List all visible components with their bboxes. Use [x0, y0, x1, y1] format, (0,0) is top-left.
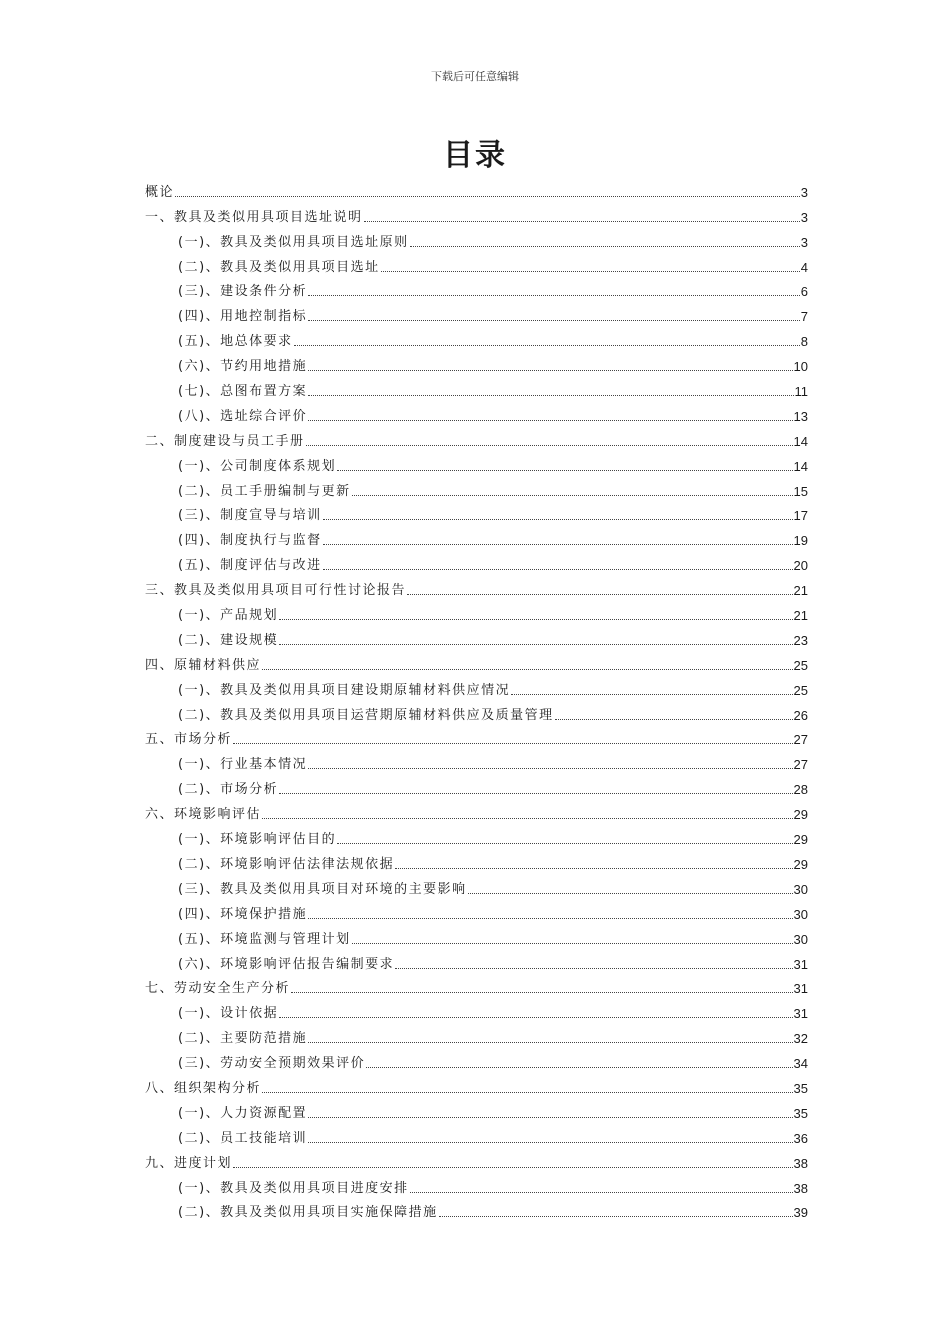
- toc-entry-label: 二、制度建设与员工手册: [145, 433, 305, 449]
- toc-entry[interactable]: [145, 1146, 808, 1171]
- toc-entry-label: (二)、教具及类似用具项目选址: [178, 259, 380, 275]
- toc-entry[interactable]: [145, 1196, 808, 1221]
- toc-entry[interactable]: [145, 548, 808, 573]
- dot-leader: [175, 195, 800, 197]
- dot-leader: [308, 394, 793, 396]
- dot-leader: [555, 718, 793, 720]
- toc-entry-label: (二)、主要防范措施: [178, 1031, 308, 1047]
- dot-leader: [511, 693, 792, 695]
- dot-leader: [366, 1066, 792, 1068]
- toc-entry[interactable]: [145, 175, 808, 200]
- dot-leader: [294, 344, 800, 346]
- dot-leader: [395, 967, 792, 969]
- toc-entry-label: (五)、制度评估与改进: [178, 558, 322, 574]
- toc-entry[interactable]: [145, 299, 808, 324]
- toc-entry-label: (二)、建设规模: [178, 632, 279, 648]
- toc-entry[interactable]: [145, 972, 808, 997]
- dot-leader: [262, 668, 793, 670]
- toc-entry-page-number: 36: [793, 1130, 808, 1146]
- toc-entry-label: (二)、员工技能培训: [178, 1130, 308, 1146]
- toc-entry-page-number: 29: [793, 856, 808, 872]
- toc-entry[interactable]: [145, 1021, 808, 1046]
- toc-entry[interactable]: [145, 225, 808, 250]
- toc-entry-label: 五、市场分析: [145, 732, 233, 748]
- toc-entry[interactable]: [145, 648, 808, 673]
- dot-leader: [323, 568, 793, 570]
- dot-leader: [308, 1041, 792, 1043]
- toc-entry-label: 概论: [145, 184, 175, 200]
- toc-entry-page-number: 13: [793, 408, 808, 424]
- toc-entry[interactable]: [145, 1096, 808, 1121]
- dot-leader: [308, 319, 800, 321]
- dot-leader: [279, 792, 792, 794]
- toc-entry[interactable]: [145, 324, 808, 349]
- toc-entry[interactable]: [145, 1171, 808, 1196]
- toc-entry-page-number: 23: [793, 632, 808, 648]
- toc-entry-page-number: 21: [793, 608, 808, 624]
- toc-entry[interactable]: [145, 374, 808, 399]
- toc-entry-page-number: 10: [793, 359, 808, 375]
- toc-entry[interactable]: [145, 797, 808, 822]
- toc-entry-page-number: 3: [800, 234, 808, 250]
- toc-entry-page-number: 29: [793, 832, 808, 848]
- toc-entry-label: (一)、公司制度体系规划: [178, 458, 337, 474]
- dot-leader: [439, 1215, 793, 1217]
- toc-entry[interactable]: [145, 1046, 808, 1071]
- toc-entry-page-number: 31: [793, 956, 808, 972]
- toc-entry-label: (一)、教具及类似用具项目进度安排: [178, 1180, 409, 1196]
- toc-entry[interactable]: [145, 275, 808, 300]
- toc-entry-page-number: 21: [793, 583, 808, 599]
- toc-entry-page-number: 32: [793, 1031, 808, 1047]
- toc-entry-label: (二)、教具及类似用具项目运营期原辅材料供应及质量管理: [178, 707, 554, 723]
- dot-leader: [308, 917, 792, 919]
- dot-leader: [308, 1116, 792, 1118]
- toc-entry[interactable]: [145, 723, 808, 748]
- toc-entry[interactable]: [145, 947, 808, 972]
- toc-entry-label: (四)、环境保护措施: [178, 906, 308, 922]
- toc-entry[interactable]: [145, 847, 808, 872]
- toc-entry-page-number: 38: [793, 1180, 808, 1196]
- dot-leader: [308, 1141, 792, 1143]
- dot-leader: [352, 494, 793, 496]
- dot-leader: [337, 842, 792, 844]
- toc-entry-page-number: 3: [800, 184, 808, 200]
- toc-entry[interactable]: [145, 822, 808, 847]
- toc-entry[interactable]: [145, 449, 808, 474]
- dot-leader: [279, 1016, 792, 1018]
- dot-leader: [410, 245, 800, 247]
- dot-leader: [308, 419, 792, 421]
- toc-entry-page-number: 15: [793, 483, 808, 499]
- toc-entry-label: (二)、员工手册编制与更新: [178, 483, 351, 499]
- toc-entry-page-number: 4: [800, 259, 808, 275]
- toc-entry-label: (五)、环境监测与管理计划: [178, 931, 351, 947]
- toc-entry-label: (四)、用地控制指标: [178, 309, 308, 325]
- dot-leader: [279, 643, 792, 645]
- toc-entry-page-number: 39: [793, 1205, 808, 1221]
- dot-leader: [291, 991, 793, 993]
- toc-entry[interactable]: [145, 523, 808, 548]
- toc-entry-page-number: 34: [793, 1056, 808, 1072]
- dot-leader: [352, 942, 793, 944]
- toc-entry-page-number: 29: [793, 807, 808, 823]
- dot-leader: [410, 1191, 793, 1193]
- toc-entry[interactable]: [145, 573, 808, 598]
- toc-entry[interactable]: [145, 922, 808, 947]
- toc-entry-page-number: 30: [793, 881, 808, 897]
- toc-entry[interactable]: [145, 424, 808, 449]
- toc-entry-label: (六)、节约用地措施: [178, 359, 308, 375]
- toc-entry-page-number: 31: [793, 1006, 808, 1022]
- toc-entry[interactable]: [145, 1071, 808, 1096]
- toc-entry-page-number: 31: [793, 981, 808, 997]
- dot-leader: [308, 369, 792, 371]
- toc-entry[interactable]: [145, 250, 808, 275]
- toc-entry[interactable]: [145, 996, 808, 1021]
- table-of-contents: [145, 175, 808, 1220]
- toc-entry-label: (三)、建设条件分析: [178, 284, 308, 300]
- toc-entry[interactable]: [145, 747, 808, 772]
- toc-entry[interactable]: [145, 673, 808, 698]
- toc-entry-page-number: 19: [793, 533, 808, 549]
- toc-entry[interactable]: [145, 772, 808, 797]
- dot-leader: [323, 543, 793, 545]
- toc-entry-label: 六、环境影响评估: [145, 807, 262, 823]
- toc-entry-label: (四)、制度执行与监督: [178, 533, 322, 549]
- toc-title: 目录: [443, 138, 507, 173]
- toc-entry-label: (一)、人力资源配置: [178, 1105, 308, 1121]
- toc-entry-page-number: 27: [793, 732, 808, 748]
- toc-entry-label: (三)、教具及类似用具项目对环境的主要影响: [178, 881, 467, 897]
- toc-entry[interactable]: [145, 698, 808, 723]
- toc-entry-label: (一)、产品规划: [178, 608, 279, 624]
- toc-entry-page-number: 28: [793, 782, 808, 798]
- toc-entry-label: (二)、环境影响评估法律法规依据: [178, 856, 395, 872]
- dot-leader: [381, 270, 800, 272]
- dot-leader: [308, 294, 800, 296]
- toc-entry-page-number: 7: [800, 309, 808, 325]
- toc-entry-label: (三)、劳动安全预期效果评价: [178, 1056, 366, 1072]
- header-note: 下载后可任意编辑: [431, 70, 519, 83]
- toc-entry[interactable]: [145, 598, 808, 623]
- toc-entry-page-number: 26: [793, 707, 808, 723]
- dot-leader: [407, 593, 793, 595]
- toc-entry-page-number: 35: [793, 1080, 808, 1096]
- toc-entry-label: 八、组织架构分析: [145, 1080, 262, 1096]
- dot-leader: [262, 1091, 793, 1093]
- toc-entry-label: (三)、制度宣导与培训: [178, 508, 322, 524]
- toc-entry[interactable]: [145, 1121, 808, 1146]
- toc-entry-page-number: 30: [793, 931, 808, 947]
- toc-entry-page-number: 25: [793, 657, 808, 673]
- dot-leader: [337, 469, 792, 471]
- toc-entry-label: (六)、环境影响评估报告编制要求: [178, 956, 395, 972]
- toc-entry[interactable]: [145, 623, 808, 648]
- toc-entry-page-number: 35: [793, 1105, 808, 1121]
- toc-entry-label: (七)、总图布置方案: [178, 384, 308, 400]
- dot-leader: [279, 618, 792, 620]
- toc-entry-label: (一)、环境影响评估目的: [178, 832, 337, 848]
- toc-entry[interactable]: [145, 872, 808, 897]
- toc-entry-label: (五)、地总体要求: [178, 334, 293, 350]
- dot-leader: [308, 767, 792, 769]
- toc-entry[interactable]: [145, 349, 808, 374]
- toc-entry-label: (八)、选址综合评价: [178, 408, 308, 424]
- dot-leader: [306, 444, 793, 446]
- toc-entry-label: (一)、行业基本情况: [178, 757, 308, 773]
- toc-entry-page-number: 17: [793, 508, 808, 524]
- toc-entry-label: (一)、教具及类似用具项目建设期原辅材料供应情况: [178, 682, 511, 698]
- dot-leader: [233, 742, 793, 744]
- toc-entry-label: 七、劳动安全生产分析: [145, 981, 291, 997]
- toc-entry-page-number: 30: [793, 906, 808, 922]
- toc-entry-label: 四、原辅材料供应: [145, 657, 262, 673]
- toc-entry-page-number: 38: [793, 1155, 808, 1171]
- toc-entry[interactable]: [145, 499, 808, 524]
- toc-entry-page-number: 27: [793, 757, 808, 773]
- dot-leader: [364, 220, 800, 222]
- toc-entry[interactable]: [145, 200, 808, 225]
- toc-entry-label: 九、进度计划: [145, 1155, 233, 1171]
- toc-entry-label: (二)、教具及类似用具项目实施保障措施: [178, 1205, 438, 1221]
- toc-entry-page-number: 20: [793, 558, 808, 574]
- dot-leader: [468, 892, 793, 894]
- toc-entry-label: (一)、教具及类似用具项目选址原则: [178, 234, 409, 250]
- toc-entry[interactable]: [145, 897, 808, 922]
- dot-leader: [233, 1166, 793, 1168]
- dot-leader: [323, 518, 793, 520]
- toc-entry-page-number: 14: [793, 433, 808, 449]
- dot-leader: [395, 867, 792, 869]
- dot-leader: [262, 817, 793, 819]
- toc-entry-page-number: 11: [794, 384, 808, 400]
- toc-entry-page-number: 8: [800, 334, 808, 350]
- toc-entry-label: (一)、设计依据: [178, 1006, 279, 1022]
- toc-entry-page-number: 6: [800, 284, 808, 300]
- toc-entry[interactable]: [145, 399, 808, 424]
- toc-entry-label: 一、教具及类似用具项目选址说明: [145, 209, 363, 225]
- toc-entry[interactable]: [145, 474, 808, 499]
- toc-entry-label: 三、教具及类似用具项目可行性讨论报告: [145, 583, 407, 599]
- toc-entry-page-number: 3: [800, 209, 808, 225]
- toc-entry-page-number: 25: [793, 682, 808, 698]
- toc-entry-page-number: 14: [793, 458, 808, 474]
- toc-entry-label: (二)、市场分析: [178, 782, 279, 798]
